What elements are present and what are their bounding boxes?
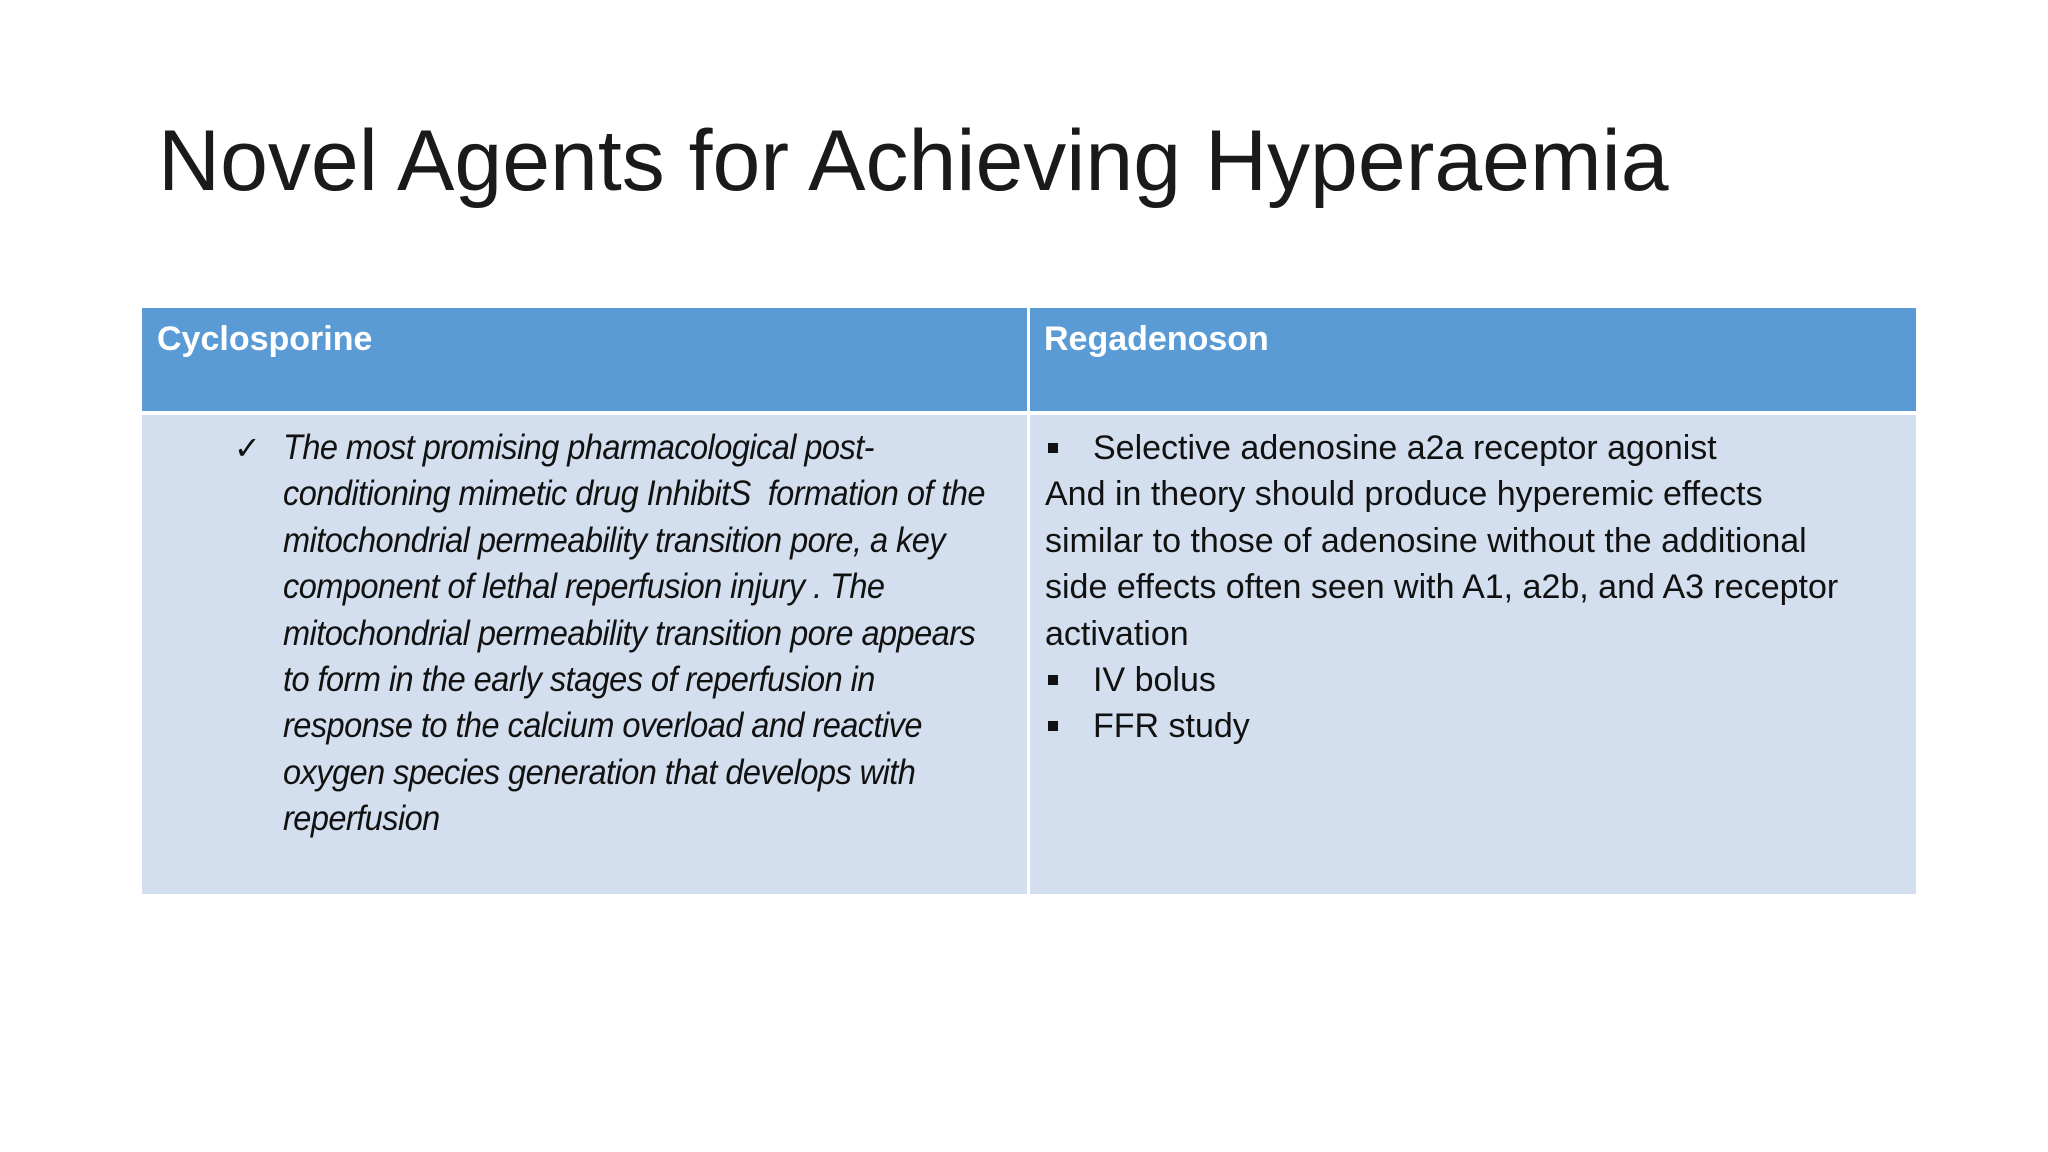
slide-title: Novel Agents for Achieving Hyperaemia (158, 113, 1669, 209)
cyclosporine-cell (142, 415, 1027, 894)
paragraph-line: similar to those of adenosine without the additional (1045, 521, 1807, 560)
bullet-text: FFR study (1093, 707, 1250, 746)
text-line: response to the calcium overload and reactive (283, 706, 922, 746)
square-bullet-icon (1048, 675, 1058, 685)
paragraph-line: side effects often seen with A1, a2b, and A3 receptor (1045, 568, 1839, 607)
text-line: to form in the early stages of reperfusion in (283, 660, 875, 700)
text-line: oxygen species generation that develops with (283, 752, 916, 792)
text-line: The most promising pharmacological post- (283, 428, 874, 467)
paragraph-line: activation (1045, 614, 1189, 653)
square-bullet-icon (1048, 721, 1058, 731)
header-cyclosporine: Cyclosporine (142, 308, 1027, 411)
regadenoson-cell (1030, 415, 1916, 894)
bullet-item (1045, 657, 1896, 703)
text-line: mitochondrial permeability transition pore appears (283, 613, 976, 653)
bullet-text: IV bolus (1093, 661, 1216, 700)
text-line: component of lethal reperfusion injury . The (283, 567, 885, 607)
comparison-table (142, 308, 1916, 894)
checkmark-icon: ✓ (234, 429, 261, 467)
paragraph-line: And in theory should produce hyperemic effects (1045, 475, 1763, 514)
bullet-item (1045, 703, 1896, 749)
cyclosporine-description (283, 425, 990, 843)
bullet-text: Selective adenosine a2a receptor agonist (1093, 429, 1717, 467)
text-line: reperfusion (283, 799, 440, 839)
header-regadenoson: Regadenoson (1030, 308, 1916, 411)
bullet-item (1045, 425, 1896, 471)
text-line: conditioning mimetic drug InhibitS formation of the (283, 474, 985, 514)
square-bullet-icon (1048, 443, 1058, 453)
text-line: mitochondrial permeability transition pore, a key (283, 520, 945, 560)
